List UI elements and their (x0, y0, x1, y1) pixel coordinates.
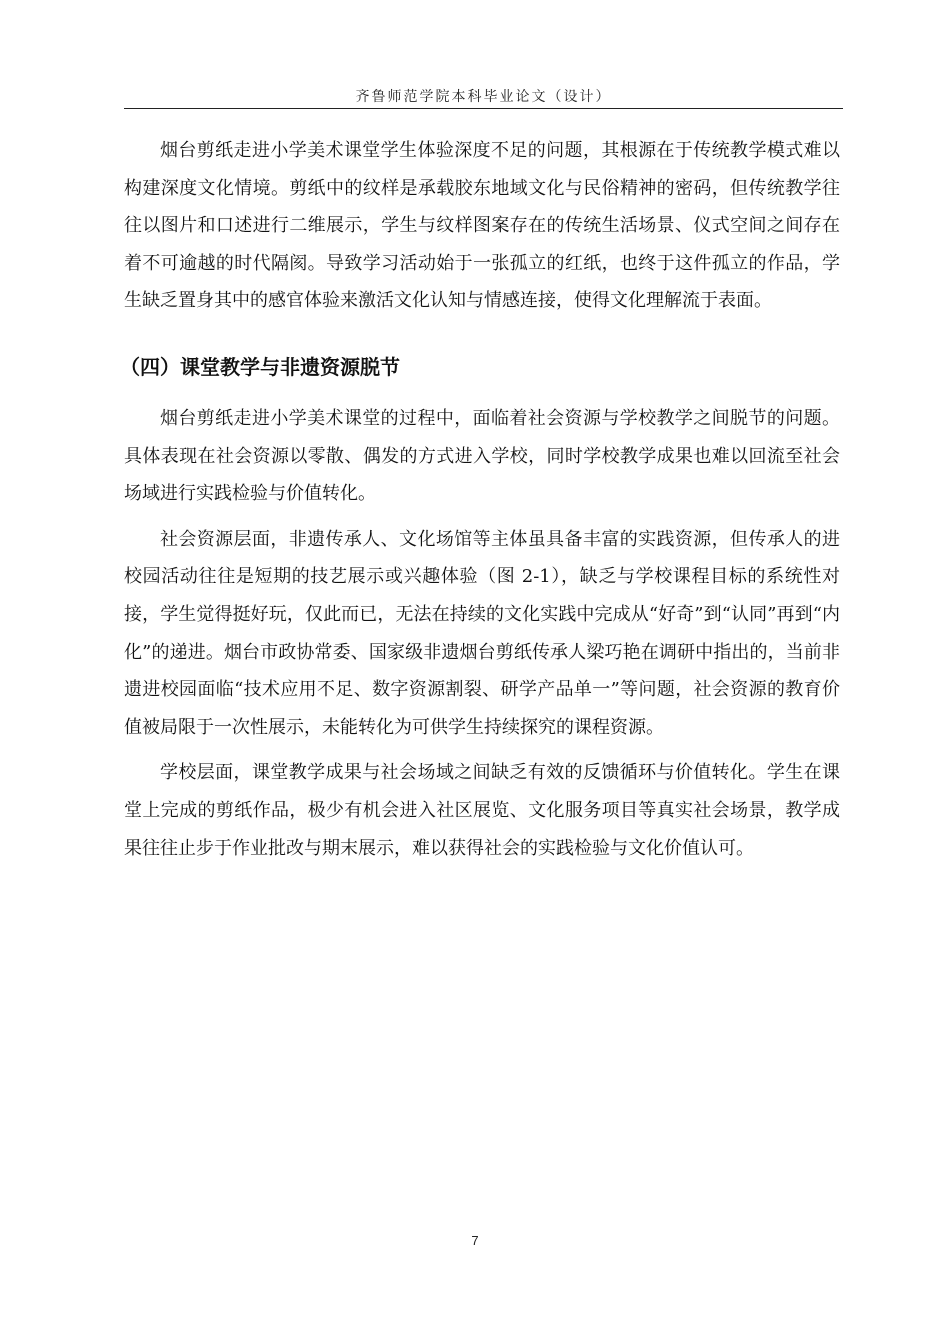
section-heading: （四）课堂教学与非遗资源脱节 (120, 354, 400, 379)
body-paragraph-1: 烟台剪纸走进小学美术课堂学生体验深度不足的问题，其根源在于传统教学模式难以构建深度文化情境。剪纸中的纹样是承载胶东地域文化与民俗精神的密码，但传统教学往往以图片和口述进行二维展示，学生与纹样图案存在的传统生活场景、仪式空间之间存在着不可逾越的时代隔阂。导致学习活动始于一张孤立的红纸，也终于这件孤立的作品，学生缺乏置身其中的感官体验来激活文化认知与情感连接，使得文化理解流于表面。 (124, 140, 840, 312)
header-rule (124, 108, 843, 109)
page-number: 7 (471, 1233, 479, 1248)
body-paragraph-4: 学校层面，课堂教学成果与社会场域之间缺乏有效的反馈循环与价值转化。学生在课堂上完成的剪纸作品，极少有机会进入社区展览、文化服务项目等真实社会场景，教学成果往往止步于作业批改与期末展示，难以获得社会的实践检验与文化价值认可。 (124, 762, 840, 859)
running-header: 齐鲁师范学院本科毕业论文（设计） (355, 89, 612, 105)
body-paragraph-3: 社会资源层面，非遗传承人、文化场馆等主体虽具备丰富的实践资源，但传承人的进校园活动往往是短期的技艺展示或兴趣体验（图 2-1），缺乏与学校课程目标的系统性对接，学生觉得挺好玩，仅此而已，无法在持续的文化实践中完成从“好奇”到“认同”再到“内化”的递进。烟台市政协常委、国家级非遗烟台剪纸传承人梁巧艳在调研中指出的，当前非遗进校园面临“技术应用不足、数字资源割裂、研学产品单一”等问题，社会资源的教育价值被局限于一次性展示，未能转化为可供学生持续探究的课程资源。 (124, 528, 840, 738)
page-body (120, 132, 840, 867)
body-paragraph-2: 烟台剪纸走进小学美术课堂的过程中，面临着社会资源与学校教学之间脱节的问题。具体表现在社会资源以零散、偶发的方式进入学校，同时学校教学成果也难以回流至社会场域进行实践检验与价值转化。 (124, 407, 840, 505)
